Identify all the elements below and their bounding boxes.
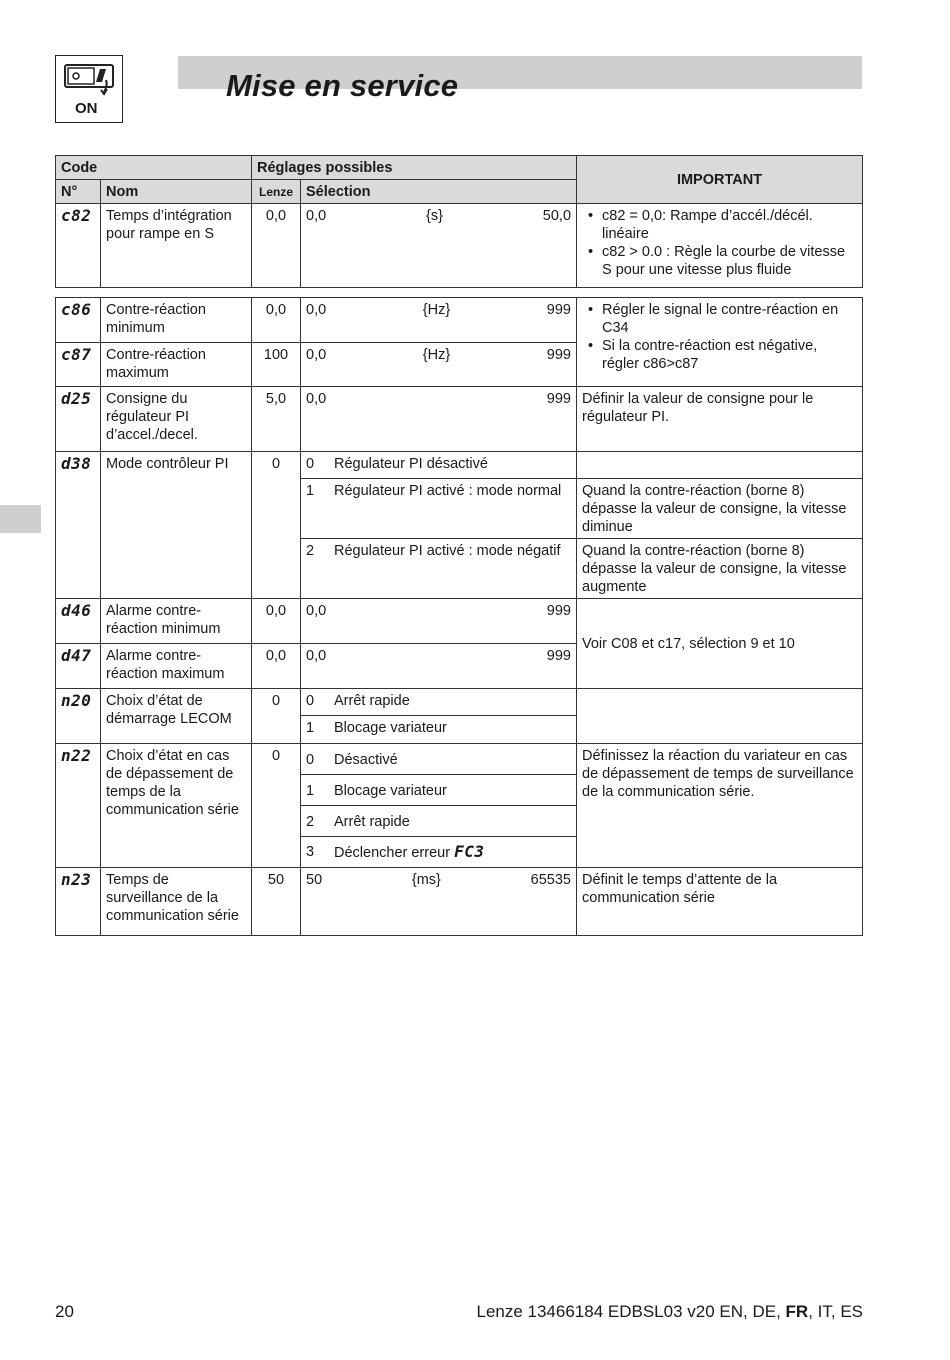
option-number: 1 <box>306 720 315 736</box>
option-label: Blocage variateur <box>334 720 447 736</box>
param-code: c82 <box>56 204 101 288</box>
param-lenze-default: 0,0 <box>252 644 301 689</box>
page-number: 20 <box>55 1302 74 1321</box>
option-number: 3 <box>306 844 315 860</box>
table-row <box>56 599 863 644</box>
param-important: Quand la contre-réaction (borne 8) dépasse la valeur de consigne, la vitesse diminue <box>577 479 863 539</box>
header-important: IMPORTANT <box>577 156 863 204</box>
param-name: Contre-réaction minimum <box>101 298 252 343</box>
option-number: 0 <box>306 693 315 709</box>
option-number: 2 <box>306 543 315 559</box>
param-lenze-default: 0 <box>252 452 301 599</box>
param-selection <box>301 644 577 689</box>
param-code: d38 <box>56 452 101 599</box>
param-important <box>577 452 863 479</box>
param-lenze-default: 100 <box>252 343 301 387</box>
option-label: Régulateur PI activé : mode normal <box>334 483 562 499</box>
option-label: Blocage variateur <box>334 782 447 799</box>
table-row <box>56 298 863 343</box>
param-code: n23 <box>56 868 101 936</box>
range-unit: {ms} <box>411 872 441 888</box>
table-row <box>56 204 863 288</box>
param-code: n22 <box>56 744 101 868</box>
range-min: 0,0 <box>306 208 327 224</box>
table-row <box>56 689 863 716</box>
option-number: 0 <box>306 751 315 768</box>
important-bullet: • Régler le signal le contre-réaction en C34 <box>602 301 857 337</box>
range-max: 65535 <box>530 872 571 888</box>
param-name: Choix d’état en cas de dépassement de temps de la communication série <box>101 744 252 868</box>
option-label: Arrêt rapide <box>334 693 410 709</box>
doc-ref-text: Lenze 13466184 EDBSL03 v20 EN, DE, <box>476 1302 786 1321</box>
param-selection <box>301 599 577 644</box>
param-important: Voir C08 et c17, sélection 9 et 10 <box>577 599 863 689</box>
doc-reference <box>476 1302 863 1322</box>
current-language: FR <box>785 1302 809 1321</box>
range-unit: {s} <box>426 208 443 224</box>
range-min: 0,0 <box>306 347 327 363</box>
header-code: Code <box>56 156 252 180</box>
param-option <box>301 775 577 806</box>
header-no: N° <box>56 180 101 204</box>
table-row <box>56 744 863 775</box>
param-name: Choix d’état de démarrage LECOM <box>101 689 252 744</box>
header-lenze: Lenze <box>252 180 301 204</box>
parameter-table-c82 <box>55 155 863 288</box>
param-name: Consigne du régulateur PI d’accel./decel. <box>101 387 252 452</box>
param-selection <box>301 387 577 452</box>
param-lenze-default: 0 <box>252 744 301 868</box>
on-switch-icon <box>55 55 123 123</box>
param-lenze-default: 5,0 <box>252 387 301 452</box>
option-label: Régulateur PI activé : mode négatif <box>334 543 561 559</box>
param-option <box>301 452 577 479</box>
param-name: Contre-réaction maximum <box>101 343 252 387</box>
option-number: 2 <box>306 813 315 830</box>
on-label: ON <box>75 100 98 117</box>
param-selection <box>301 204 577 288</box>
param-name: Temps d’intégration pour rampe en S <box>101 204 252 288</box>
param-important <box>577 298 863 387</box>
other-languages: , IT, ES <box>808 1302 863 1321</box>
param-name: Alarme contre-réaction maximum <box>101 644 252 689</box>
range-max: 999 <box>546 391 571 407</box>
range-unit: {Hz} <box>422 302 451 318</box>
param-important: Définissez la réaction du variateur en cas de dépassement de temps de surveillance de la communication série. <box>577 744 863 868</box>
range-min: 0,0 <box>306 648 327 664</box>
param-lenze-default: 0,0 <box>252 599 301 644</box>
section-tab-marker <box>0 505 41 533</box>
param-option <box>301 539 577 599</box>
param-important <box>577 689 863 744</box>
header-reglages: Réglages possibles <box>252 156 577 180</box>
param-lenze-default: 0,0 <box>252 204 301 288</box>
param-option <box>301 837 577 868</box>
important-bullet: • Si la contre-réaction est négative, régler c86>c87 <box>602 337 857 373</box>
param-option <box>301 806 577 837</box>
header-selection: Sélection <box>301 180 577 204</box>
option-number: 0 <box>306 456 315 472</box>
param-name: Alarme contre-réaction minimum <box>101 599 252 644</box>
option-label: Arrêt rapide <box>334 813 410 830</box>
param-option <box>301 744 577 775</box>
param-name: Mode contrôleur PI <box>101 452 252 599</box>
table-row <box>56 387 863 452</box>
range-max: 999 <box>546 302 571 318</box>
param-lenze-default: 0,0 <box>252 298 301 343</box>
param-code: d47 <box>56 644 101 689</box>
error-code: FC3 <box>454 842 485 861</box>
range-max: 999 <box>546 603 571 619</box>
range-max: 50,0 <box>542 208 572 224</box>
option-label: Régulateur PI désactivé <box>334 456 488 472</box>
param-selection <box>301 868 577 936</box>
table-row <box>56 452 863 479</box>
range-max: 999 <box>546 648 571 664</box>
param-code: c87 <box>56 343 101 387</box>
option-number: 1 <box>306 782 315 799</box>
param-code: n20 <box>56 689 101 744</box>
range-min: 0,0 <box>306 302 327 318</box>
option-number: 1 <box>306 483 315 499</box>
range-max: 999 <box>546 347 571 363</box>
param-selection <box>301 298 577 343</box>
param-option <box>301 479 577 539</box>
param-important: Quand la contre-réaction (borne 8) dépasse la valeur de consigne, la vitesse augmente <box>577 539 863 599</box>
param-important <box>577 204 863 288</box>
param-lenze-default: 0 <box>252 689 301 744</box>
param-option <box>301 716 577 744</box>
option-label: Désactivé <box>334 751 398 768</box>
param-lenze-default: 50 <box>252 868 301 936</box>
parameter-table-main <box>55 297 863 936</box>
page-title: Mise en service <box>226 68 459 103</box>
param-code: c86 <box>56 298 101 343</box>
important-bullet: • c82 > 0.0 : Règle la courbe de vitesse S pour une vitesse plus fluide <box>602 243 857 279</box>
param-code: d25 <box>56 387 101 452</box>
important-bullet: • c82 = 0,0: Rampe d’accél./décél. linéaire <box>602 207 857 243</box>
range-min: 50 <box>306 872 323 888</box>
header-nom: Nom <box>101 180 252 204</box>
param-important: Définit le temps d’attente de la communication série <box>577 868 863 936</box>
param-important: Définir la valeur de consigne pour le régulateur PI. <box>577 387 863 452</box>
range-min: 0,0 <box>306 603 327 619</box>
param-code: d46 <box>56 599 101 644</box>
range-min: 0,0 <box>306 391 327 407</box>
param-selection <box>301 343 577 387</box>
table-row <box>56 868 863 936</box>
param-name: Temps de surveillance de la communication série <box>101 868 252 936</box>
option-label <box>334 843 485 862</box>
param-option <box>301 689 577 716</box>
range-unit: {Hz} <box>422 347 451 363</box>
option-label-text: Déclencher erreur <box>334 845 451 861</box>
